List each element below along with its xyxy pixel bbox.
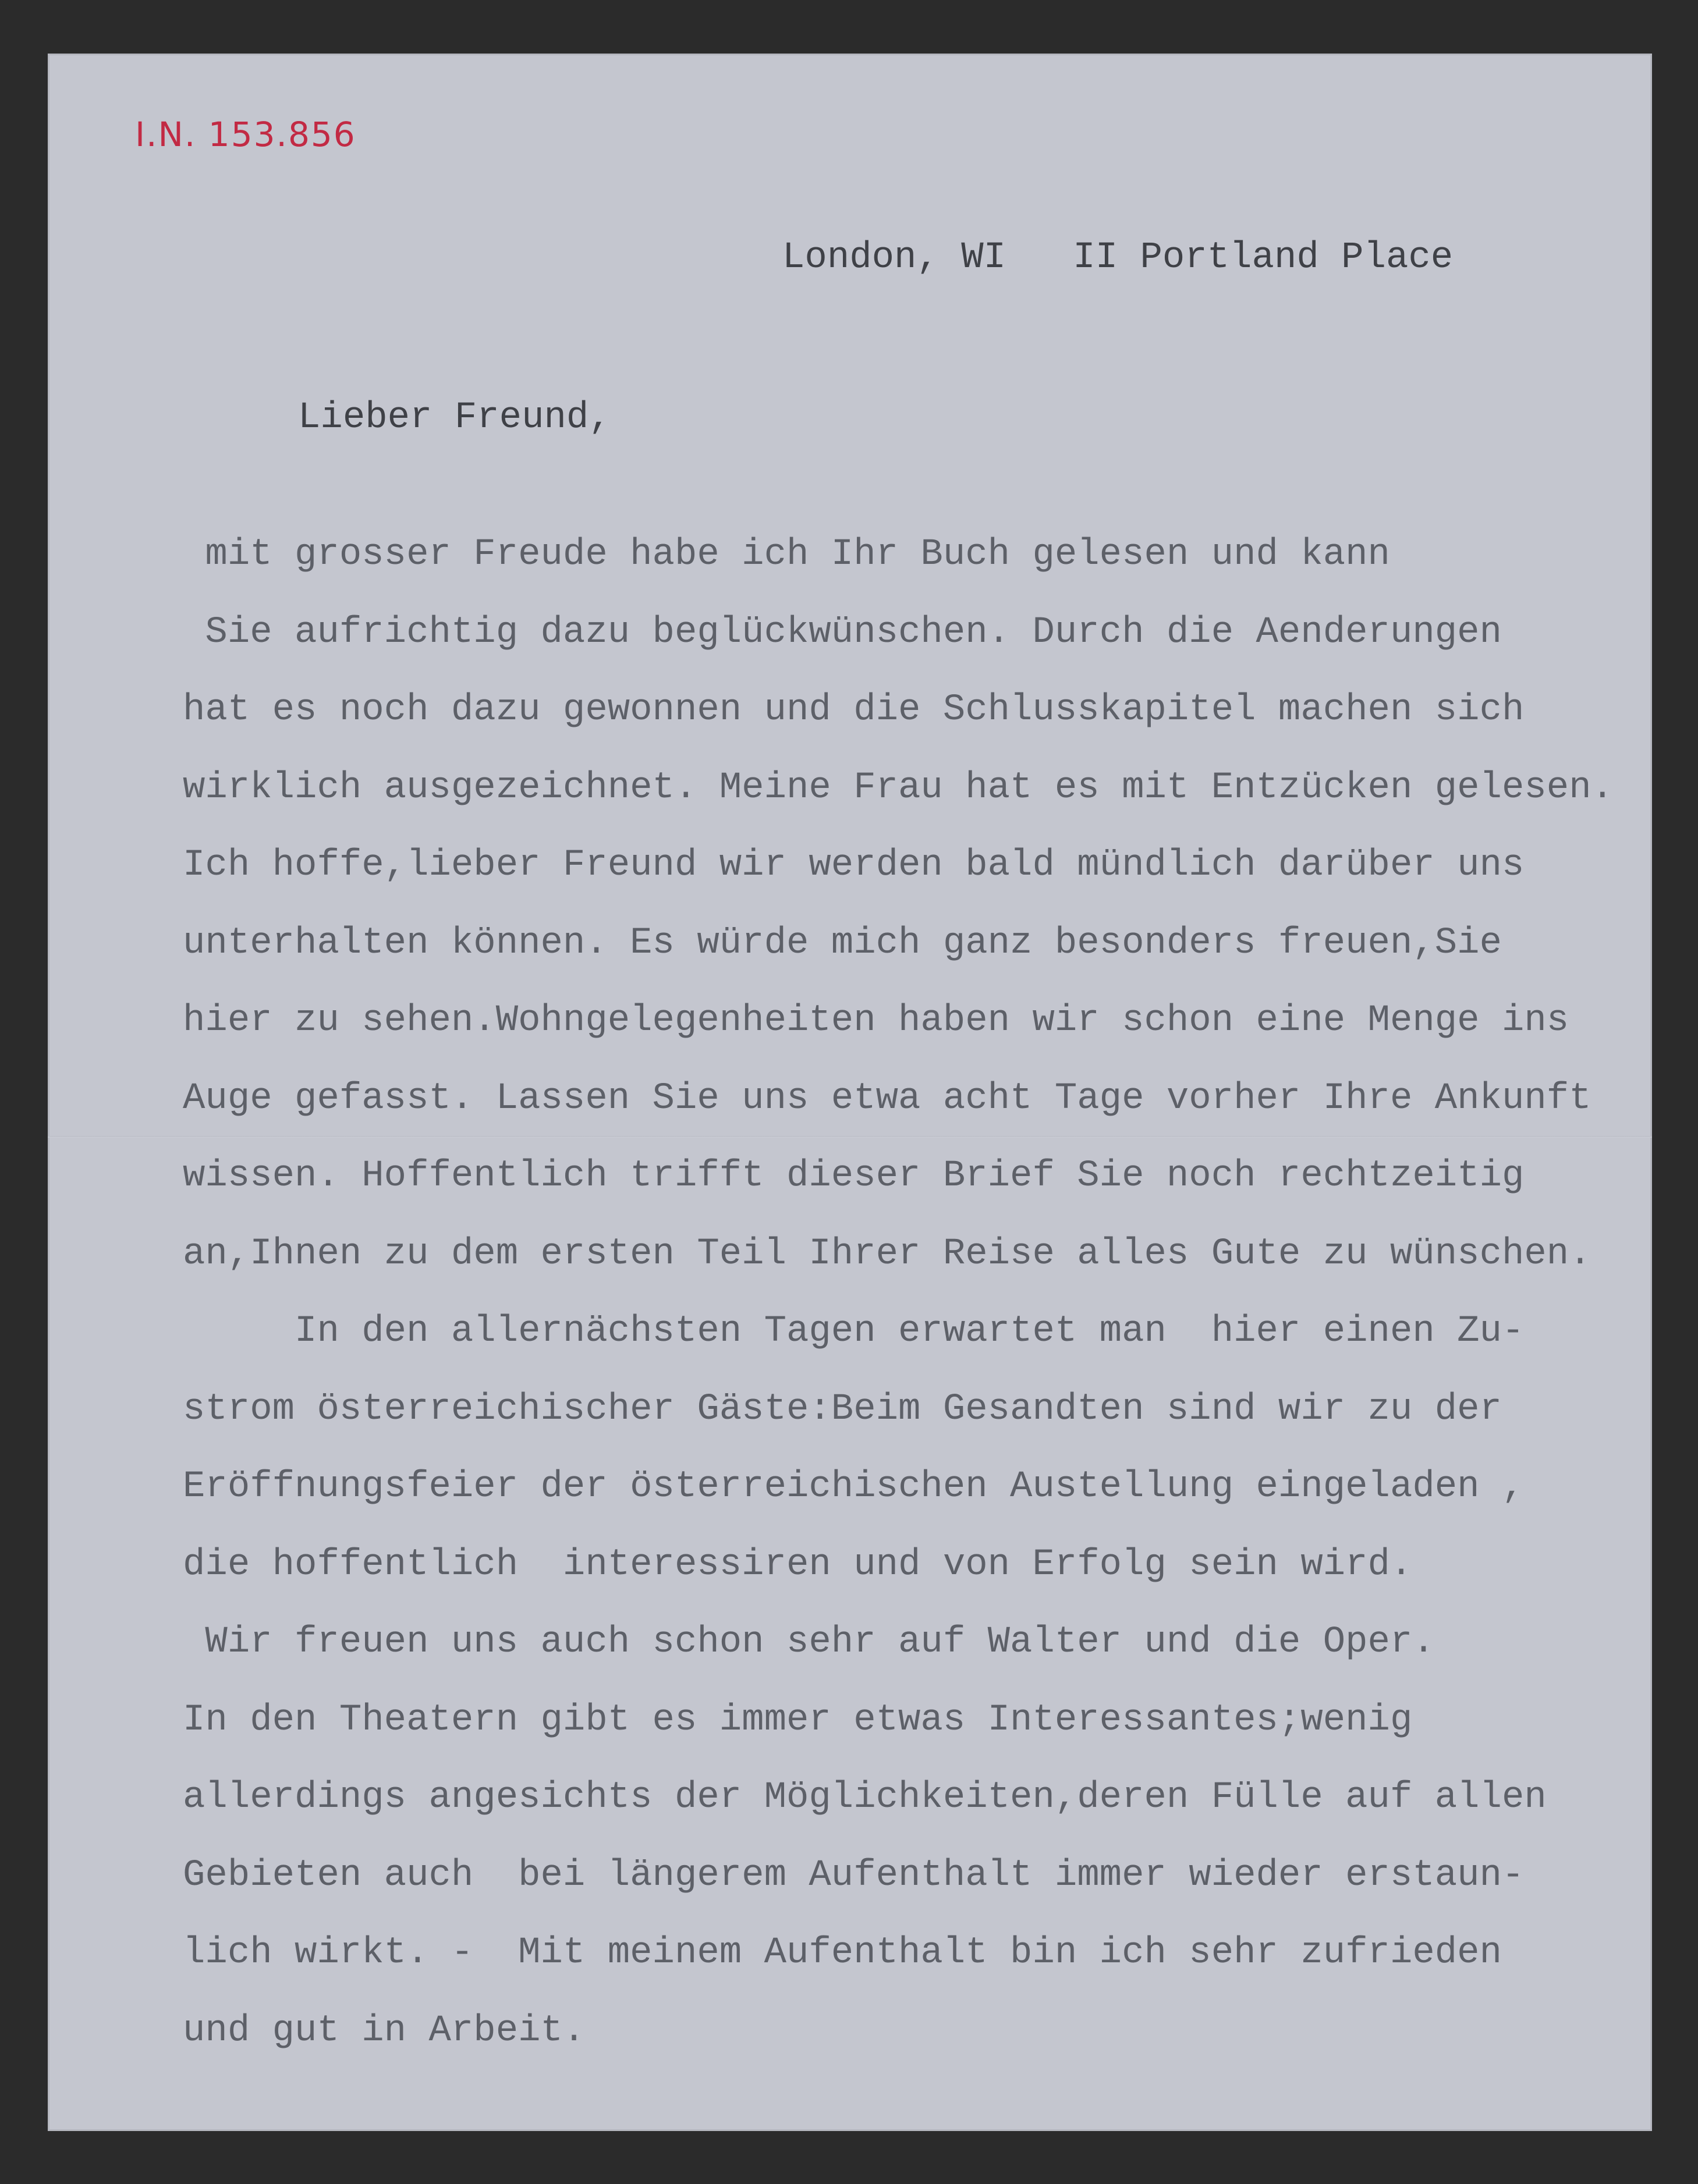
body-line: mit grosser Freude habe ich Ihr Buch gelesen und kann — [183, 534, 1390, 576]
sender-address: London, WI II Portland Place — [782, 237, 1454, 279]
letter-sheet — [48, 54, 1652, 2131]
body-line: und gut in Arbeit. — [183, 2010, 586, 2052]
paper-fold — [48, 1136, 1652, 1138]
body-line: hier zu sehen.Wohngelegenheiten haben wir schon eine Menge ins — [183, 1000, 1569, 1042]
body-line: die hoffentlich interessiren und von Erfolg sein wird. — [183, 1544, 1413, 1586]
body-line: wissen. Hoffentlich trifft dieser Brief Sie noch rechtzeitig — [183, 1155, 1525, 1197]
salutation: Lieber Freund, — [298, 397, 611, 439]
body-line: Ich hoffe,lieber Freund wir werden bald mündlich darüber uns — [183, 844, 1525, 886]
body-line: hat es noch dazu gewonnen und die Schlusskapitel machen sich — [183, 689, 1525, 731]
body-line: strom österreichischer Gäste:Beim Gesandten sind wir zu der — [183, 1388, 1502, 1430]
body-line: Wir freuen uns auch schon sehr auf Walter und die Oper. — [183, 1621, 1435, 1663]
body-line: lich wirkt. - Mit meinem Aufenthalt bin ich sehr zufrieden — [183, 1932, 1502, 1974]
body-line: Gebieten auch bei längerem Aufenthalt immer wieder erstaun- — [183, 1855, 1525, 1897]
body-line: Auge gefasst. Lassen Sie uns etwa acht Tage vorher Ihre Ankunft — [183, 1078, 1591, 1120]
body-line: an,Ihnen zu dem ersten Teil Ihrer Reise alles Gute zu wünschen. — [183, 1233, 1591, 1275]
body-line: Eröffnungsfeier der österreichischen Austellung eingeladen , — [183, 1466, 1525, 1508]
body-line: unterhalten können. Es würde mich ganz besonders freuen,Sie — [183, 922, 1502, 964]
body-line: wirklich ausgezeichnet. Meine Frau hat es mit Entzücken gelesen. — [183, 767, 1614, 809]
body-line: allerdings angesichts der Möglichkeiten,deren Fülle auf allen — [183, 1777, 1547, 1819]
body-line: In den Theatern gibt es immer etwas Interessantes;wenig — [183, 1699, 1413, 1741]
body-line: Sie aufrichtig dazu beglückwünschen. Durch die Aenderungen — [183, 612, 1502, 654]
body-line: In den allernächsten Tagen erwartet man hier einen Zu- — [183, 1311, 1525, 1352]
archive-number: I.N. 153.856 — [135, 115, 356, 154]
